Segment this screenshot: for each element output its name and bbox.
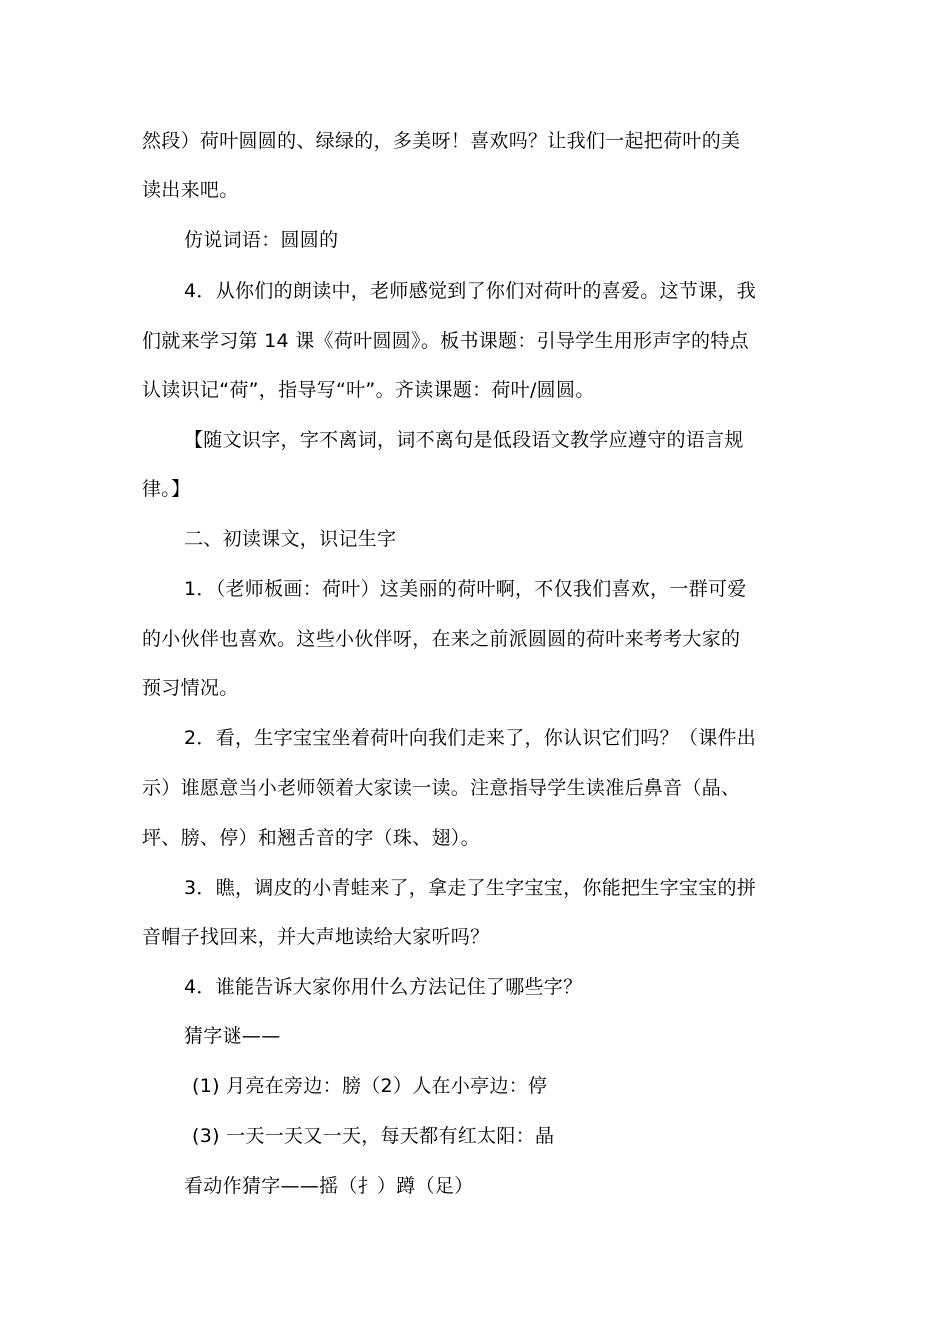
paragraph-line: 4．从你们的朗读中，老师感觉到了你们对荷叶的喜爱。这节课，我 [184, 280, 757, 302]
paragraph-line: 2．看，生字宝宝坐着荷叶向我们走来了，你认识它们吗？（课件出 [184, 727, 757, 749]
riddle-line: (3) 一天一天又一天，每天都有红太阳：晶 [192, 1125, 555, 1147]
paragraph-line: 猜字谜—— [184, 1025, 281, 1047]
paragraph-line: 的小伙伴也喜欢。这些小伙伴呀，在来之前派圆圆的荷叶来考考大家的 [142, 628, 741, 650]
section-heading: 二、初读课文，识记生字 [184, 528, 397, 550]
paragraph-line: 【随文识字，字不离词，词不离句是低段语文教学应遵守的语言规 [184, 429, 744, 451]
paragraph-line: 认读识记“荷”，指导写“叶”。齐读课题：荷叶/圆圆。 [142, 379, 595, 401]
paragraph-line: 音帽子找回来，并大声地读给大家听吗？ [142, 926, 490, 948]
paragraph-line: 看动作猜字——摇（扌）蹲（足） [184, 1175, 474, 1197]
paragraph-line: 然段）荷叶圆圆的、绿绿的，多美呀！喜欢吗？让我们一起把荷叶的美 [142, 130, 741, 152]
paragraph-line: 读出来吧。 [142, 179, 239, 201]
paragraph-line: 4．谁能告诉大家你用什么方法记住了哪些字？ [184, 976, 583, 998]
paragraph-line: 预习情况。 [142, 677, 239, 699]
paragraph-line: 3．瞧，调皮的小青蛙来了，拿走了生字宝宝，你能把生字宝宝的拼 [184, 877, 757, 899]
paragraph-line: 坪、膀、停）和翘舌音的字（珠、翅）。 [142, 827, 480, 849]
paragraph-line: 仿说词语：圆圆的 [184, 229, 339, 251]
paragraph-line: 示）谁愿意当小老师领着大家读一读。注意指导学生读准后鼻音（晶、 [142, 777, 741, 799]
paragraph-line: 1．（老师板画：荷叶）这美丽的荷叶啊，不仅我们喜欢，一群可爱 [184, 578, 747, 600]
riddle-line: (1) 月亮在旁边：膀（2）人在小亭边：停 [192, 1075, 548, 1097]
paragraph-line: 律。】 [142, 478, 191, 500]
paragraph-line: 们就来学习第 14 课《荷叶圆圆》。板书课题：引导学生用形声字的特点 [142, 330, 749, 352]
